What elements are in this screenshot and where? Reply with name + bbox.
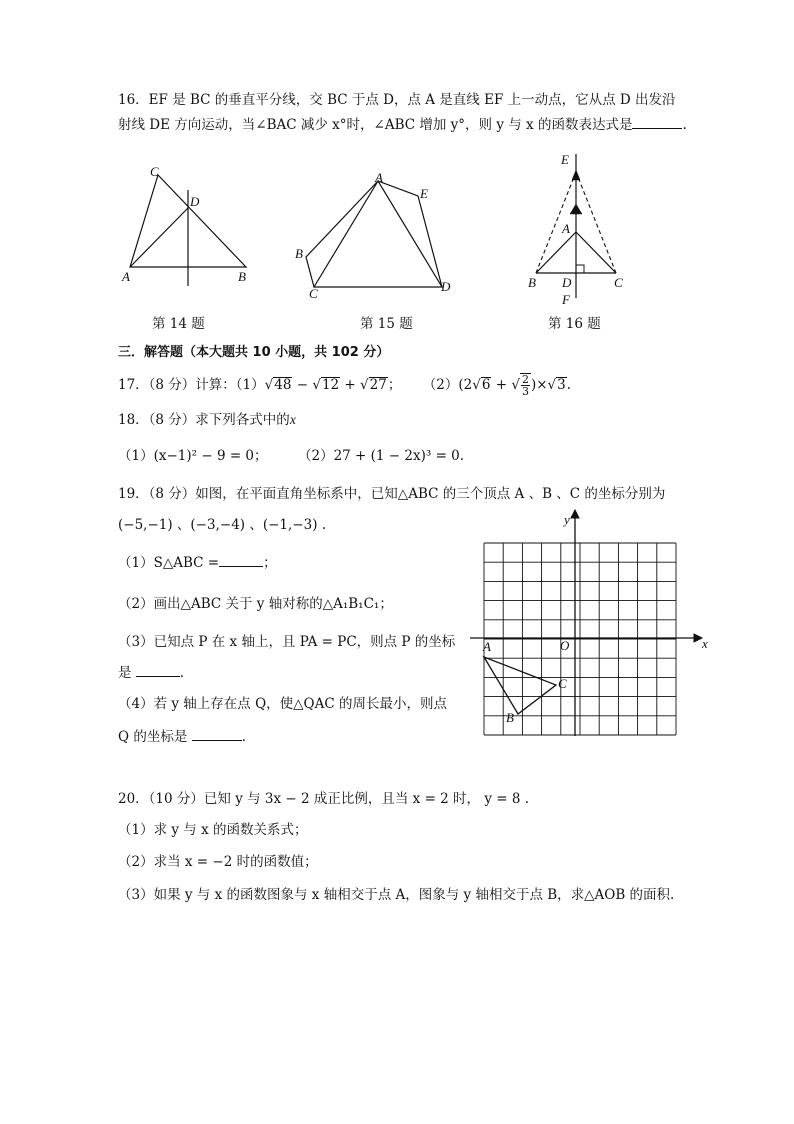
grid-label-a: A: [483, 639, 491, 654]
q16-end: .: [682, 117, 687, 133]
fig16-right-angle: [576, 265, 584, 273]
grid-origin-label: O: [560, 638, 570, 653]
q19-p2: （2）画出△ABC 关于 y 轴对称的△A₁B₁C₁；: [118, 596, 393, 612]
fig16-label-e: E: [561, 152, 569, 167]
q20-line1: 20．（10 分）已知 y 与 3x − 2 成正比例，且当 x = 2 时， y = 8 .: [118, 791, 530, 807]
q18-var: x: [289, 412, 296, 427]
q17-fraction: $\frac{2}{3}$: [521, 373, 529, 398]
fig15-label-a: A: [375, 170, 383, 185]
q19-p4b-text: Q 的坐标是: [118, 729, 188, 745]
q17-end: .: [566, 377, 572, 393]
q19-p1-end: ；: [263, 555, 277, 571]
q19-p1: [118, 552, 277, 573]
q19-p1-blank: [219, 552, 263, 567]
q19-p4-blank: [192, 726, 242, 741]
q19-p3b: [118, 662, 184, 683]
grid-label-c: C: [558, 676, 567, 691]
q17-prefix: 17．（8 分）计算：（1）: [118, 377, 265, 393]
figure-14: [118, 160, 258, 290]
q17-sqrt27: 27: [369, 377, 387, 393]
q16-line1: 16．EF 是 BC 的垂直平分线，交 BC 于点 D，点 A 是直线 EF 上一动点，它从点 D 出发沿: [118, 92, 676, 108]
fig16-dashed-be: [536, 172, 576, 273]
q19-p4b: [118, 726, 246, 747]
q18-p2: （2）27 + (1 − 2x)³ = 0.: [298, 448, 465, 464]
q17-sqrt3: 3: [557, 377, 566, 393]
fig16-label-b: B: [528, 275, 536, 290]
grid-y-label: y: [564, 512, 570, 527]
q18-p1: （1）(x−1)² − 9 = 0；: [118, 448, 268, 464]
q17-sqrt48: 48: [274, 377, 292, 393]
q19-line2: (−5,−1) 、(−3,−4) 、(−1,−3) .: [118, 517, 327, 533]
q16-answer-blank: [632, 114, 682, 129]
q17-sqrt12: 12: [321, 377, 340, 393]
q18-title: [118, 410, 296, 430]
fig15-label-e: E: [420, 186, 428, 201]
q19-p3b-text: 是: [118, 665, 132, 681]
fig16-caption: 第 16 题: [548, 316, 601, 332]
q19-p4b-end: .: [241, 729, 246, 745]
q18-title-text: 18．（8 分）求下列各式中的: [118, 412, 290, 428]
fig15-label-d: D: [441, 279, 451, 294]
fig15-label-c: C: [309, 286, 318, 301]
q19-p3b-end: .: [179, 665, 185, 681]
q19-line1: 19．（8 分）如图，在平面直角坐标系中，已知△ABC 的三个顶点 A 、B 、C 的坐标分别为: [118, 486, 666, 502]
grid-x-label: x: [702, 636, 708, 651]
q17-line: 17．（8 分）计算：（1）√48 − √12 + √27； （2）(2√6 + √ $\frac{2}{3}$ )×√3.: [118, 373, 572, 398]
fig16-dashed-ce: [576, 172, 616, 273]
q20-p3: （3）如果 y 与 x 的函数图象与 x 轴相交于点 A，图象与 y 轴相交于点 B，求△AOB 的面积.: [118, 887, 675, 903]
fig14-label-b: B: [238, 269, 246, 284]
x-axis-arrow: [694, 634, 702, 642]
fig16-segment-ac: [576, 232, 616, 273]
q16-line2: [118, 114, 687, 135]
fig16-label-a: A: [562, 221, 570, 236]
fig15-label-b: B: [295, 246, 303, 261]
q19-p3-blank: [136, 662, 180, 677]
coordinate-grid: [470, 508, 710, 740]
q16-line2-text: 射线 DE 方向运动，当∠BAC 减少 x°时，∠ABC 增加 y°，则 y 与 x 的函数表达式是: [118, 117, 633, 133]
fig16-label-c: C: [614, 275, 623, 290]
fig16-arrow-top: [572, 170, 580, 180]
triangle-abc: [484, 657, 556, 714]
q20-p2: （2）求当 x = −2 时的函数值；: [118, 854, 318, 870]
fig14-caption: 第 14 题: [152, 316, 205, 332]
q19-p3a: （3）已知点 P 在 x 轴上，且 PA = PC，则点 P 的坐标: [118, 634, 456, 650]
fig16-label-f: F: [562, 292, 570, 307]
figure-16: [522, 148, 634, 310]
figure-15: [292, 168, 462, 303]
q17-sqrt6: 6: [481, 377, 491, 393]
q19-p4a: （4）若 y 轴上存在点 Q，使△QAC 的周长最小，则点: [118, 696, 447, 712]
q19-p1-text: （1）S△ABC =: [118, 555, 220, 571]
fig15-triangle-abc: [306, 181, 378, 287]
y-axis-arrow: [571, 510, 579, 518]
fig16-segment-ab: [536, 232, 576, 273]
section3-heading: 三．解答题（本大题共 10 小题，共 102 分）: [118, 345, 390, 360]
grid-label-b: B: [506, 710, 514, 725]
fig16-arrow-mid: [570, 204, 582, 214]
fig14-label-a: A: [122, 269, 130, 284]
fig14-label-c: C: [150, 164, 159, 179]
q20-p1: （1）求 y 与 x 的函数关系式；: [118, 822, 308, 838]
fig15-caption: 第 15 题: [360, 316, 413, 332]
fig16-label-d: D: [562, 275, 572, 290]
q17-p2-prefix: （2）(2: [422, 377, 473, 393]
q17-p2-tail: )×: [530, 377, 548, 393]
fig14-label-d: D: [190, 194, 200, 209]
